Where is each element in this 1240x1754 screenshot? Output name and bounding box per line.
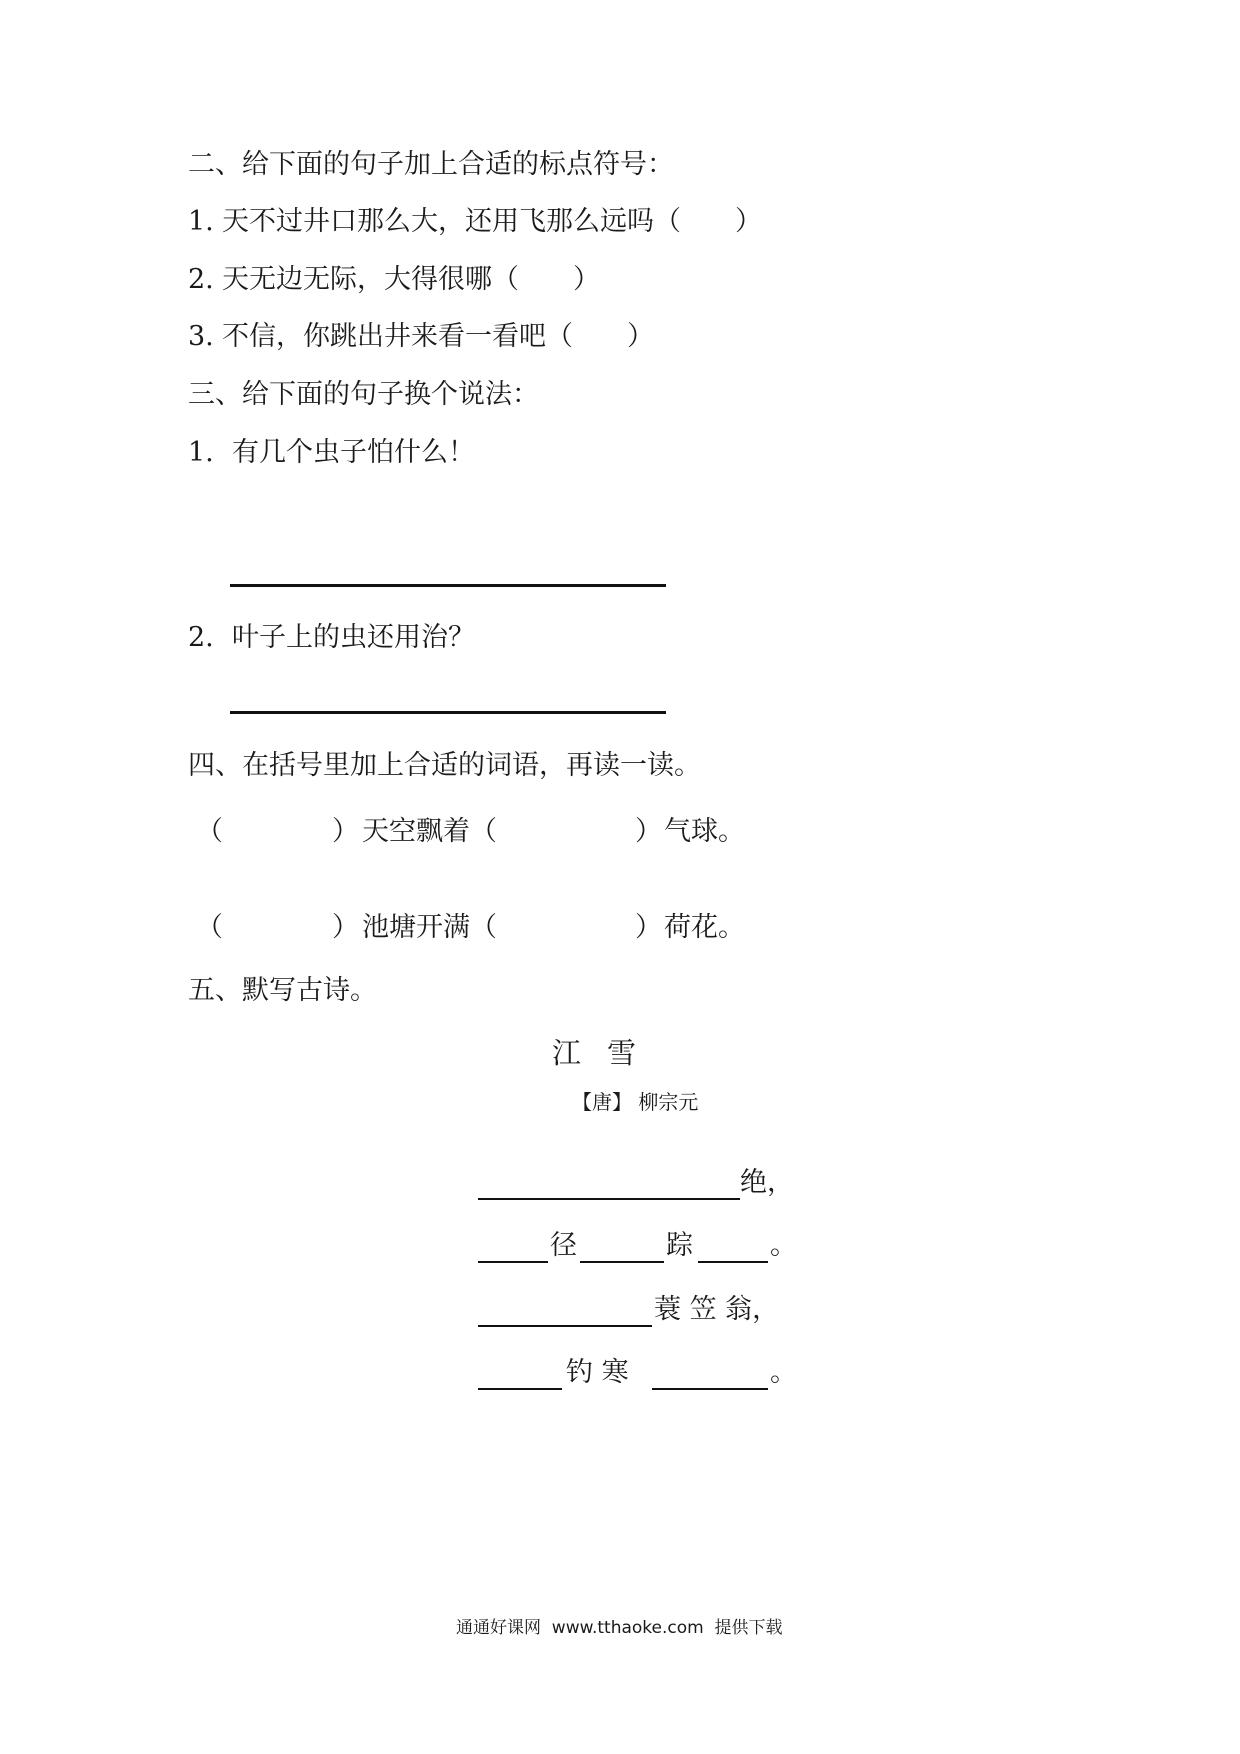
paren-close: ） (332, 816, 359, 847)
section3-heading: 三、给下面的句子换个说法： (188, 379, 539, 410)
question-number: 2. (188, 622, 214, 653)
fill-in-text: 气球。 (664, 816, 745, 847)
answer-line[interactable] (230, 584, 666, 587)
poem-blank[interactable] (478, 1325, 652, 1327)
poem-blank[interactable] (478, 1198, 740, 1200)
fill-in-text: 荷花。 (664, 912, 745, 943)
poem-blank[interactable] (698, 1261, 768, 1263)
poem-text: 踪 (666, 1230, 693, 1261)
poem-text: 径 (550, 1230, 577, 1261)
section4-heading: 四、在括号里加上合适的词语，再读一读。 (188, 750, 701, 781)
question-text: 天不过井口那么大，还用飞那么远吗（ ） (222, 206, 762, 237)
question-text: 叶子上的虫还用治？ (232, 622, 475, 653)
poem-text: 。 (770, 1357, 797, 1388)
poem-blank[interactable] (478, 1388, 562, 1390)
poem-text: 绝， (740, 1167, 794, 1198)
poem-blank[interactable] (652, 1388, 768, 1390)
answer-line[interactable] (230, 711, 666, 714)
fill-in-text: 池塘开满（ (362, 912, 497, 943)
poem-text: 蓑 笠 翁， (654, 1294, 780, 1325)
question-text: 有几个虫子怕什么！ (232, 437, 475, 468)
paren-close: ） (332, 912, 359, 943)
paren-close: ） (635, 816, 662, 847)
question-number: 2. (188, 264, 214, 295)
section2-heading: 二、给下面的句子加上合适的标点符号： (188, 149, 674, 180)
question-number: 1. (188, 437, 214, 468)
poem-blank[interactable] (478, 1261, 548, 1263)
question-text: 天无边无际，大得很哪（ ） (222, 264, 600, 295)
poem-blank[interactable] (580, 1261, 664, 1263)
poem-author: 【唐】 柳宗元 (572, 1090, 699, 1114)
footer-text: 通通好课网 www.tthaoke.com 提供下载 (456, 1618, 783, 1638)
section5-heading: 五、默写古诗。 (188, 975, 377, 1006)
question-number: 3. (188, 321, 214, 352)
poem-text: 钓 寒 (566, 1357, 629, 1388)
paren-close: ） (635, 912, 662, 943)
question-number: 1. (188, 206, 214, 237)
paren-open: （ (196, 912, 223, 943)
fill-in-text: 天空飘着（ (362, 816, 497, 847)
question-text: 不信，你跳出井来看一看吧（ ） (222, 321, 654, 352)
poem-text: 。 (770, 1230, 797, 1261)
paren-open: （ (196, 816, 223, 847)
poem-title: 江雪 (552, 1036, 663, 1070)
